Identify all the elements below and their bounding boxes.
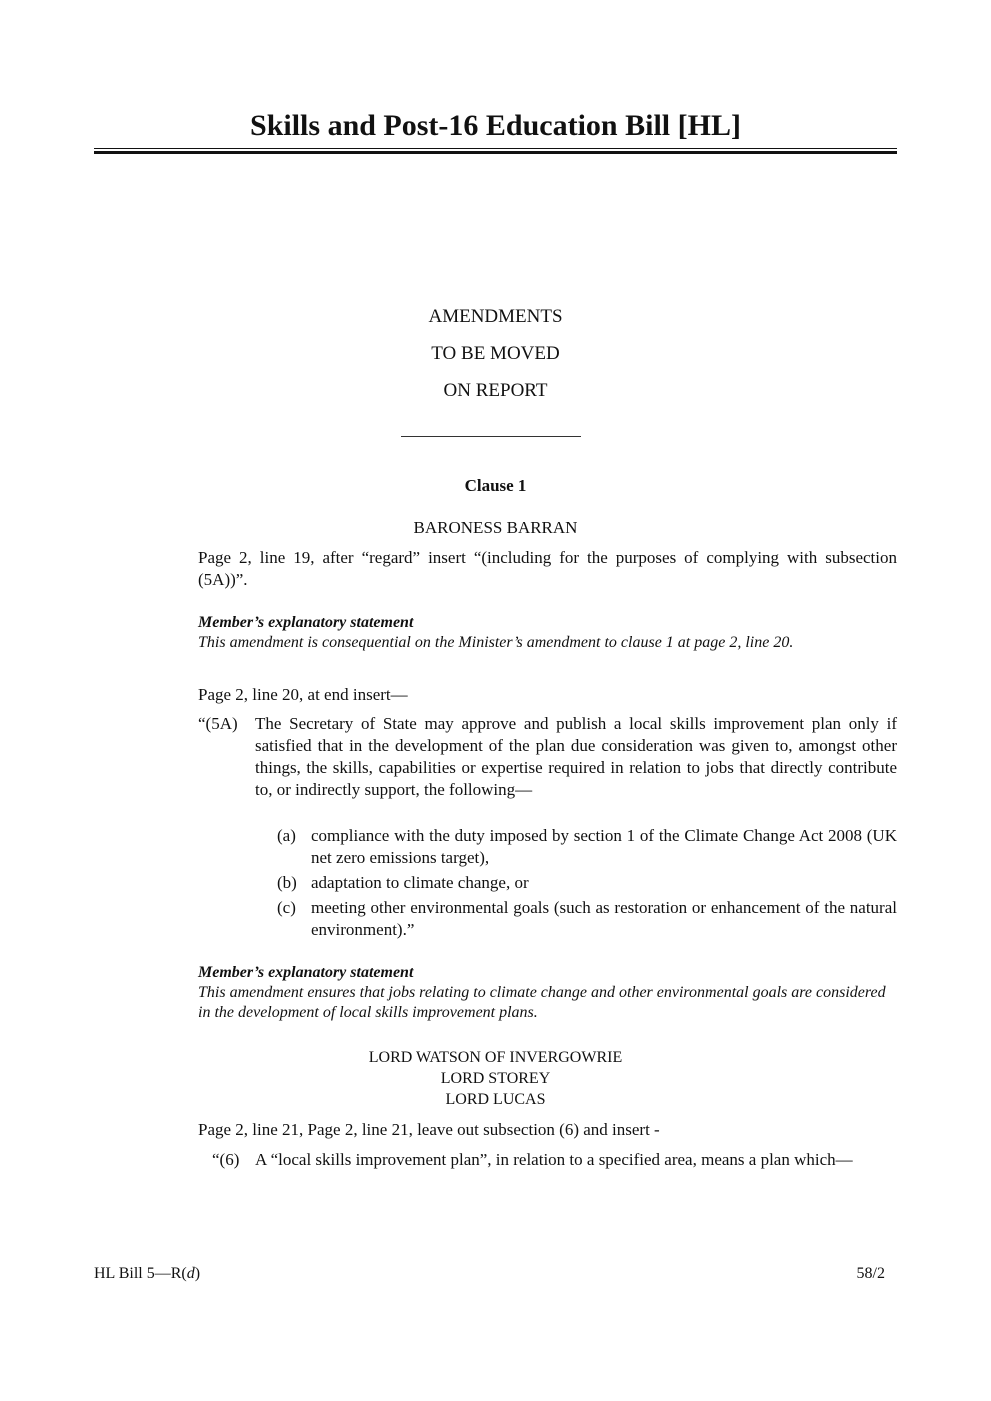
subsection-6 [212, 1149, 897, 1193]
bill-ref-italic: d [186, 1265, 195, 1282]
subsection-number: “(5A) [198, 714, 238, 733]
bill-ref-close: ) [194, 1265, 201, 1282]
member-name: LORD STOREY [440, 1070, 551, 1087]
amendment-intro: Page 2, line 21, Page 2, line 21, leave out subsection (6) and insert - [198, 1120, 660, 1139]
heading-line-3: ON REPORT [443, 380, 548, 401]
paragraph-text: adaptation to climate change, or [311, 873, 529, 892]
explanatory-statement-heading: Member’s explanatory statement [198, 614, 414, 631]
member-name: LORD WATSON OF INVERGOWRIE [368, 1049, 623, 1066]
paragraph-label: (c) [277, 898, 296, 917]
bill-ref-text: HL Bill 5—R( [94, 1265, 187, 1282]
paragraph-text: compliance with the duty imposed by section 1 of the Climate Change Act 2008 (UK net zero emissions target), [311, 826, 897, 867]
bill-reference [94, 1265, 200, 1283]
page-reference: 58/2 [856, 1265, 885, 1282]
paragraph-label: (a) [277, 826, 296, 845]
heading-line-2: TO BE MOVED [431, 343, 560, 364]
subsection-number: “(6) [212, 1150, 240, 1169]
heading-line-1: AMENDMENTS [428, 306, 563, 327]
section-divider [401, 436, 581, 437]
subsection-5a [198, 713, 897, 823]
clause-heading: Clause 1 [464, 476, 527, 495]
paragraph-c [277, 897, 897, 941]
paragraph-b [277, 872, 897, 894]
explanatory-statement-heading: Member’s explanatory statement [198, 964, 414, 981]
title-rule-thick [94, 151, 897, 154]
paragraph-text: meeting other environmental goals (such as restoration or enhancement of the natural environment).” [311, 898, 897, 939]
amendment-intro: Page 2, line 20, at end insert— [198, 685, 408, 704]
explanatory-statement-text: This amendment is consequential on the Minister’s amendment to clause 1 at page 2, line 20. [198, 634, 794, 651]
member-name: BARONESS BARRAN [413, 518, 578, 537]
bill-title: Skills and Post-16 Education Bill [HL] [250, 109, 741, 142]
subsection-text: The Secretary of State may approve and publish a local skills improvement plan only if satisfied that in the development of the plan due consideration was given to, amongst other things, the skills, capabilities or expertise required in relation to jobs that directly contribute to, or indirectly support, the following— [255, 714, 897, 799]
explanatory-statement-text: This amendment ensures that jobs relating to climate change and other environmental goals are considered in the development of local skills improvement plans. [198, 984, 886, 1021]
paragraph-a [277, 825, 897, 869]
subsection-text: A “local skills improvement plan”, in relation to a specified area, means a plan which— [255, 1150, 853, 1169]
amendment-text: Page 2, line 19, after “regard” insert “(including for the purposes of complying with subsection (5A))”. [198, 548, 897, 589]
member-name: LORD LUCAS [445, 1091, 546, 1108]
paragraph-label: (b) [277, 873, 297, 892]
title-rule-thin [94, 148, 897, 149]
